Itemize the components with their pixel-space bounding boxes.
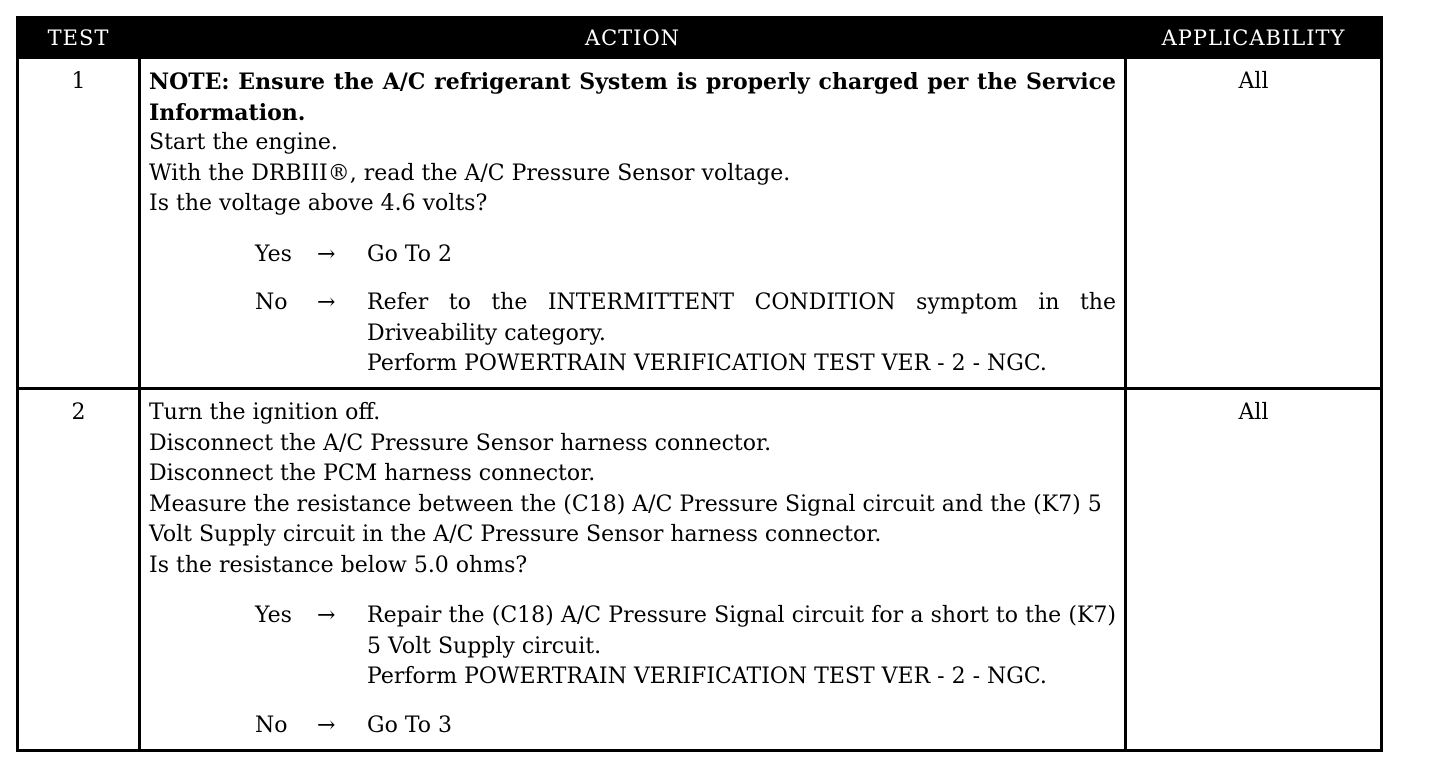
no-result <box>367 711 1116 742</box>
header-test: TEST <box>18 18 140 58</box>
no-branch <box>149 288 1116 380</box>
step-text: Disconnect the A/C Pressure Sensor harness connector. <box>149 430 772 456</box>
arrow-icon: → <box>317 603 336 628</box>
note-text: NOTE: Ensure the A/C refrigerant System is properly charged per the Service Information. <box>149 69 1116 126</box>
result-line: Perform POWERTRAIN VERIFICATION TEST VER - 2 - NGC. <box>367 664 1047 689</box>
yes-label: Yes <box>255 603 292 628</box>
table-row <box>18 389 1382 751</box>
result-line: Perform POWERTRAIN VERIFICATION TEST VER - 2 - NGC. <box>367 351 1047 376</box>
result-line: Go To 3 <box>367 712 453 738</box>
no-result <box>367 288 1116 380</box>
yes-branch <box>149 601 1116 693</box>
result-line: Go To 2 <box>367 241 453 267</box>
no-label: No <box>255 712 288 738</box>
no-label: No <box>255 290 288 315</box>
arrow-icon: → <box>317 290 336 315</box>
applicability-value: All <box>1126 58 1382 389</box>
step-text: Disconnect the PCM harness connector. <box>149 461 596 486</box>
action-cell <box>140 389 1126 751</box>
yes-result <box>367 240 1116 271</box>
yes-result <box>367 601 1116 693</box>
step-text: Turn the ignition off. <box>149 400 381 425</box>
step-text: Is the resistance below 5.0 ohms? <box>149 552 528 578</box>
step-text: Start the engine. <box>149 130 338 155</box>
no-branch <box>149 711 1116 742</box>
table-row <box>18 58 1382 389</box>
step-text: With the DRBIII®, read the A/C Pressure Sensor voltage. <box>149 160 791 186</box>
arrow-icon: → <box>317 712 336 738</box>
yes-branch <box>149 240 1116 271</box>
test-number: 1 <box>18 58 140 389</box>
applicability-value: All <box>1126 389 1382 751</box>
action-cell <box>140 58 1126 389</box>
yes-label: Yes <box>255 241 292 267</box>
arrow-icon: → <box>317 241 336 267</box>
header-applicability: APPLICABILITY <box>1126 18 1382 58</box>
test-number: 2 <box>18 389 140 751</box>
step-text: Is the voltage above 4.6 volts? <box>149 191 488 216</box>
diagnostic-page <box>16 16 1380 752</box>
diagnostic-test-table <box>16 16 1383 752</box>
header-action: ACTION <box>140 18 1126 58</box>
table-header-row <box>18 18 1382 58</box>
result-line: Refer to the INTERMITTENT CONDITION symptom in the Driveability category. <box>367 290 1116 346</box>
step-text: Measure the resistance between the (C18) A/C Pressure Signal circuit and the (K7) 5 Volt Supply circuit in the A/C Pressure Sensor harness connector. <box>149 491 1102 547</box>
result-line: Repair the (C18) A/C Pressure Signal circuit for a short to the (K7) 5 Volt Supply circuit. <box>367 603 1116 659</box>
